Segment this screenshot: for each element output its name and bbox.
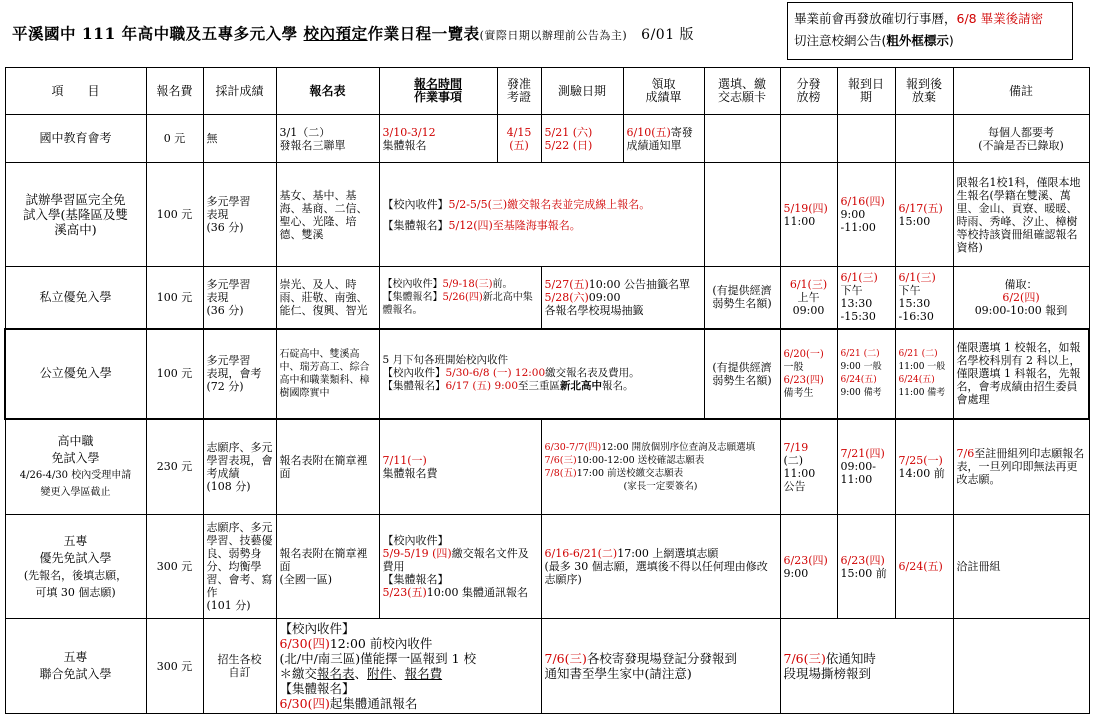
version-date: 6/01 版 — [641, 27, 695, 43]
cell-text: 【集體報名】 — [382, 218, 449, 232]
table-cell — [5, 163, 146, 267]
table-cell: 石碇高中、雙溪高中、瑞芳高工、綜合高中和職業類科、樟樹國際實中 — [276, 329, 379, 419]
table-cell — [5, 619, 146, 714]
table-cell — [497, 115, 541, 163]
header-release — [780, 68, 837, 115]
table-cell — [5, 419, 146, 515]
cell-text: 6/17 (五) 9:00 — [445, 380, 519, 392]
table-cell — [895, 267, 953, 329]
cell-text: 作業日程一覽表 — [367, 24, 480, 43]
cell-text: 起集體通訊報名 — [329, 696, 418, 711]
cell-text: (北/中/南三區)僅能擇一區報到 1 校 — [279, 651, 477, 666]
cell-text: 09:00 — [588, 290, 621, 304]
header-ticket — [497, 68, 541, 115]
cell-text: 7/25(一) — [898, 453, 943, 467]
table-cell — [780, 419, 837, 515]
cell-text: 志願序、多元學習表現，會考成績 — [206, 440, 273, 480]
cell-text: 【校內收件】 — [382, 278, 443, 290]
cell-text: 報名費 — [404, 666, 443, 681]
cell-text: 繳交報名文件及費用 — [382, 547, 529, 573]
cell-text: 放棄 — [911, 90, 936, 104]
table-cell — [541, 419, 780, 515]
header-row — [5, 68, 1089, 115]
table-cell — [379, 419, 541, 515]
cell-text: 10:00-12:00 送校確認志願表 — [576, 454, 705, 466]
cell-text: 15:30 — [898, 297, 931, 311]
cell-text: 6/30(四) — [279, 636, 330, 651]
cell-text: 【集體報名】 — [382, 573, 449, 586]
cell-text: 12:00 開放個別序位查詢及志願選填 — [601, 441, 756, 453]
cell-text — [545, 467, 777, 480]
cell-text: 5/2-5/5(三) — [448, 197, 508, 211]
cell-text: 09:00 — [792, 303, 825, 317]
header-result — [623, 68, 704, 115]
cell-text — [280, 696, 538, 711]
cell-text: 多元學習 — [206, 354, 251, 367]
cell-text — [627, 126, 701, 139]
cell-text: 【校內收件】 — [382, 534, 449, 547]
cell-text: 【校內收件】 — [382, 367, 446, 379]
cell-text: 5/30-6/8 (一) 12:00 — [445, 367, 546, 379]
table-cell: 無 — [203, 115, 276, 163]
cell-text: 7/8(五) — [544, 467, 577, 479]
cell-text: 6/16-6/21(二) — [544, 547, 618, 560]
table-cell — [203, 619, 276, 714]
table-cell — [837, 267, 895, 329]
cell-text: 至註冊組列印志願報名表，一旦列印即無法再更改志願。 — [956, 447, 1085, 487]
cell-text: 發准 — [506, 77, 531, 91]
cell-text: (72 分) — [206, 380, 244, 393]
cell-text: 【集體報名】 — [382, 380, 446, 392]
schedule-table — [4, 67, 1090, 714]
cell-text: 17:00 前送校繳交志願表 — [576, 467, 684, 479]
cell-text: 5 月下旬各班開始校內收件 — [382, 354, 509, 366]
cell-text: 5/27(五) — [544, 277, 589, 291]
table-cell: 私立優免入學 — [5, 267, 146, 329]
cell-text: 平溪國中 111 年高中職及五專多元入學 — [12, 24, 304, 43]
cell-text: (最多 30 個志願，選填後不得以任何理由修改志願序) — [544, 560, 768, 586]
table-cell: 100 元 — [146, 329, 203, 419]
cell-text — [545, 291, 701, 304]
cell-text: 段現場撕榜報到 — [783, 666, 872, 681]
cell-text — [383, 291, 538, 317]
cell-text: 11:00 — [840, 473, 873, 487]
cell-text: 依通知時 — [825, 651, 876, 666]
cell-text: 5/23(五) — [382, 586, 427, 599]
table-cell — [837, 419, 895, 515]
header-form: 報名表 — [276, 68, 379, 115]
table-cell — [541, 267, 704, 329]
cell-text: 新北高中集體報名。 — [382, 291, 533, 316]
cell-text: 報到日 — [847, 77, 884, 91]
cell-text: 09:00- — [840, 460, 876, 474]
table-cell — [379, 329, 704, 419]
title-highlight: 校內預定 — [303, 24, 368, 43]
table-cell — [541, 115, 623, 163]
cell-text: (二) — [783, 453, 804, 467]
table-row — [5, 515, 1089, 619]
cell-text: 7/19 — [783, 440, 809, 454]
cell-text: 各報名學校現場抽籤 — [544, 303, 644, 317]
cell-text: (不論是否已錄取) — [978, 138, 1064, 152]
cell-text: ) — [948, 33, 954, 48]
table-cell — [203, 163, 276, 267]
cell-text: 6/1(三) — [898, 271, 936, 285]
cell-text: 9:00 一般 — [840, 361, 882, 372]
cell-text: 領取 — [651, 77, 676, 91]
table-row — [5, 267, 1089, 329]
cell-text: 表現 — [206, 208, 229, 221]
table-cell — [895, 329, 953, 419]
cell-text: 、 — [354, 666, 368, 681]
cell-text: 11:00 備考 — [898, 387, 946, 398]
cell-text: 6/23(四) — [783, 553, 828, 567]
cell-text — [383, 586, 538, 599]
cell-text — [383, 380, 701, 393]
cell-text: 備取： — [1004, 277, 1038, 291]
cell-text: 表現，會考 — [206, 367, 262, 380]
table-cell: 6/24(五) — [895, 515, 953, 619]
cell-text: -11:00 — [840, 221, 876, 234]
table-cell: 300 元 — [146, 515, 203, 619]
cell-text: 作業事項 — [413, 90, 462, 104]
cell-text: (先報名，後填志願， — [23, 568, 128, 582]
cell-text: 4/26-4/30 校內受理申請 — [19, 469, 132, 481]
cell-text: 畢業前會再發放確切行事曆， — [794, 11, 957, 26]
header-fee: 報名費 — [146, 68, 203, 115]
cell-text: 【校內收件】 — [382, 197, 449, 211]
table-cell — [5, 515, 146, 619]
cell-text: 5/21 (六) — [544, 125, 593, 139]
cell-text: 免試入學 — [51, 450, 100, 465]
table-cell: 限報名1校1科，僅限本地生報名(學籍在雙溪、萬里、金山、貢寮、暖暖、時雨、秀峰、汐止、樟樹等校持該資冊組確認報名資格) — [953, 163, 1089, 267]
cell-text: 10:00 公告抽籤名單 — [588, 277, 690, 291]
table-cell — [953, 267, 1089, 329]
table-cell — [379, 515, 541, 619]
cell-text: 發報名三聯單 — [279, 138, 346, 152]
cell-text: 表現 — [206, 290, 229, 304]
cell-text: 備考生 — [783, 387, 814, 399]
cell-text: 多元學習 — [206, 195, 251, 208]
cell-text: 6/8 畢業後請密 — [956, 11, 1044, 26]
cell-text: 五專 — [63, 650, 88, 664]
header-remarks: 備註 — [953, 68, 1089, 115]
cell-text: 【集體報名】 — [279, 681, 355, 696]
cell-text: -16:30 — [898, 310, 934, 324]
cell-text: 招生各校 — [217, 653, 262, 666]
cell-text: 考證 — [506, 90, 531, 104]
cell-text: 前。 — [492, 278, 513, 290]
cell-text — [784, 651, 950, 666]
table-cell: 0 元 — [146, 115, 203, 163]
cell-text: 可填 30 個志願) — [35, 585, 116, 599]
cell-text: (五) — [509, 138, 529, 152]
cell-text: 6/24(五) — [840, 374, 877, 385]
cell-text: 附件 — [367, 666, 393, 681]
cell-text: 期 — [859, 90, 872, 104]
cell-text: 4/15 — [506, 125, 532, 139]
cell-text — [383, 198, 701, 211]
table-cell: 230 元 — [146, 419, 203, 515]
cell-text: 公告 — [783, 479, 806, 493]
cell-text: 6/30-7/7(四) — [544, 441, 602, 453]
cell-text: 試辦學習區完全免 — [25, 192, 126, 207]
table-row — [5, 419, 1089, 515]
cell-text: 6/16(四) — [840, 195, 885, 208]
cell-text: 12:00 前校內收件 — [329, 636, 433, 651]
table-cell: 100 元 — [146, 163, 203, 267]
cell-text: 6/17(五) — [898, 201, 943, 215]
cell-text: 17:00 上網選填志願 — [617, 547, 719, 560]
cell-text: (36 分) — [206, 221, 244, 234]
table-row — [5, 115, 1089, 163]
header-after — [895, 68, 953, 115]
cell-text: 報名時間 — [413, 77, 462, 91]
table-cell: 100 元 — [146, 267, 203, 329]
cell-text: 優先免試入學 — [39, 550, 112, 565]
cell-text: 5/9-5/19 (四) — [382, 547, 452, 560]
cell-text: -15:30 — [840, 310, 876, 324]
cell-text: 高中職 — [57, 433, 94, 448]
table-cell — [837, 163, 895, 267]
cell-text: 每個人都要考 — [988, 125, 1054, 139]
table-cell — [276, 515, 379, 619]
cell-text: 11:00 一般 — [898, 361, 946, 372]
cell-text: 報名表附在簡章裡面 — [279, 547, 368, 573]
cell-text: 7/6 — [956, 447, 975, 461]
table-cell — [895, 115, 953, 163]
table-cell — [704, 163, 780, 267]
cell-text: ＊繳交 — [279, 666, 318, 681]
table-cell — [837, 515, 895, 619]
table-cell — [276, 115, 379, 163]
cell-text: 6/1(三) — [840, 271, 878, 285]
cell-text: 五專 — [63, 533, 88, 548]
cell-text: 報名表 — [317, 666, 355, 681]
cell-text: 6/23(四) — [783, 374, 824, 386]
cell-text: 5/22 (日) — [544, 138, 593, 152]
cell-text: 交志願卡 — [717, 90, 766, 104]
notice-box: 畢業前會再發放確切行事曆，6/8 畢業後請密 切注意校網公告(粗外框標示) — [787, 2, 1073, 60]
table-cell — [379, 163, 704, 267]
cell-text: 6/2(四) — [1002, 290, 1040, 304]
cell-text — [545, 651, 777, 666]
cell-text — [383, 547, 538, 573]
cell-text: (家長一定要簽名) — [623, 480, 698, 492]
table-cell — [541, 619, 780, 714]
cell-text: 3/1（二） — [279, 125, 331, 139]
table-cell — [837, 115, 895, 163]
table-cell — [276, 619, 541, 714]
cell-text: 9:00 備考 — [840, 387, 882, 398]
cell-text: (108 分) — [206, 479, 251, 493]
page-title — [12, 22, 694, 44]
table-cell — [953, 619, 1089, 714]
cell-text: 15:00 前 — [840, 566, 887, 580]
cell-text: 6/20(一) — [783, 348, 824, 360]
cell-text: 通知書至學生家中(請注意) — [544, 666, 692, 681]
table-cell — [780, 115, 837, 163]
cell-text: 6/1(三) — [789, 277, 828, 291]
cell-text: 6/23(四) — [840, 553, 885, 567]
cell-text: 7/6(三) — [783, 651, 826, 666]
cell-text: 繳交報名表及費用。 — [545, 367, 640, 379]
cell-text: (101 分) — [206, 599, 251, 612]
cell-text — [545, 441, 777, 454]
cell-text: 至三重區 — [518, 380, 561, 392]
table-cell — [895, 419, 953, 515]
cell-text: 【集體報名】 — [382, 291, 443, 303]
table-cell — [895, 163, 953, 267]
table-cell: 公立優免入學 — [5, 329, 146, 419]
table-row — [5, 619, 1089, 714]
cell-text: 至基隆海事報名。 — [492, 218, 581, 232]
table-cell: 300 元 — [146, 619, 203, 714]
cell-text: 多元學習 — [206, 277, 251, 291]
cell-text: 7/21(四) — [840, 447, 885, 461]
cell-text: 報到後 — [905, 77, 942, 91]
table-cell — [203, 329, 276, 419]
cell-text — [784, 374, 834, 400]
cell-text: (全國一區) — [279, 573, 333, 586]
cell-text: 7/11(一) — [382, 453, 427, 467]
table-cell — [203, 515, 276, 619]
table-row — [5, 163, 1089, 267]
table-cell — [780, 329, 837, 419]
cell-text — [280, 636, 538, 651]
table-cell: 僅限選填 1 校報名，如報名學校科別有 2 科以上，僅限選填 1 科報名，先報名，會考成績由招生委員會處理 — [953, 329, 1089, 419]
cell-text: 志願序、多元學習、技藝優良、弱勢身分、均衡學習、會考、寫作 — [206, 521, 273, 599]
cell-text: 各校寄發現場登記分發報到 — [586, 651, 737, 666]
cell-text: 繳交報名表並完成線上報名。 — [507, 197, 651, 211]
cell-text: 成績通知單 — [626, 138, 682, 152]
table-cell — [704, 115, 780, 163]
cell-text: 選填、繳 — [717, 77, 766, 91]
cell-text: 分發 — [796, 77, 821, 91]
cell-text — [280, 666, 538, 681]
cell-text — [784, 348, 834, 374]
cell-text: (36 分) — [206, 303, 244, 317]
cell-text: 試入學(基隆區及雙 — [23, 207, 128, 222]
cell-text — [383, 278, 538, 291]
table-cell — [953, 115, 1089, 163]
cell-text: 5/12(四) — [448, 218, 493, 232]
table-cell — [953, 419, 1089, 515]
cell-text: 報名。 — [602, 380, 634, 392]
cell-text — [545, 547, 777, 560]
cell-text: 5/9-18(三) — [442, 278, 493, 290]
cell-text: 9:00 — [783, 566, 809, 580]
table-cell — [541, 515, 780, 619]
cell-text: 6/30(四) — [279, 696, 330, 711]
cell-text: 、 — [392, 666, 405, 681]
cell-text: 新北高中 — [560, 380, 603, 392]
table-cell — [203, 267, 276, 329]
table-cell — [837, 329, 895, 419]
cell-text — [545, 278, 701, 291]
cell-text: 下午 — [898, 284, 921, 298]
header-choice — [704, 68, 780, 115]
cell-text: 11:00 — [783, 214, 816, 228]
header-item: 項 目 — [5, 68, 146, 115]
cell-text: 一般 — [783, 361, 804, 373]
table-cell: 報名表附在簡章裡面 — [276, 419, 379, 515]
cell-text: 6/10(五) — [626, 125, 671, 139]
cell-text: 集體報名 — [382, 138, 427, 152]
cell-text: 集體報名費 — [382, 466, 438, 480]
cell-text: 3/10-3/12 — [382, 125, 436, 139]
table-cell — [623, 115, 704, 163]
cell-text — [545, 454, 777, 467]
header-score: 採計成績 — [203, 68, 276, 115]
table-cell — [780, 515, 837, 619]
cell-text: 5/26(四) — [442, 291, 483, 303]
cell-text: 6/21 (二) — [840, 348, 880, 359]
cell-text: 成績單 — [645, 90, 682, 104]
cell-text: 下午 — [840, 284, 863, 298]
cell-text: 14:00 前 — [898, 466, 945, 480]
cell-text: 自訂 — [228, 666, 251, 679]
cell-text: 7/6(三) — [544, 651, 587, 666]
cell-text: 寄發 — [670, 125, 693, 139]
table-cell: 崇光、及人、時雨、莊敬、南強、能仁、復興、智光 — [276, 267, 379, 329]
table-cell — [780, 619, 953, 714]
table-cell: (有提供經濟弱勢生名額) — [704, 329, 780, 419]
cell-text: 09:00-10:00 報到 — [974, 303, 1068, 317]
table-cell: 洽註冊組 — [953, 515, 1089, 619]
table-cell: 國中教育會考 — [5, 115, 146, 163]
cell-text — [383, 219, 701, 232]
cell-text: 6/24(五) — [898, 374, 935, 385]
cell-text: 13:30 — [840, 297, 873, 311]
cell-text: 6/21 (二) — [898, 348, 938, 359]
table-cell — [379, 267, 541, 329]
table-cell: 基女、基中、基海、基商、二信、聖心、光隆、培德、雙溪 — [276, 163, 379, 267]
cell-text: 變更入學區截止 — [40, 486, 111, 498]
cell-text: 11:00 — [783, 466, 816, 480]
cell-text — [383, 367, 701, 380]
table-cell: (有提供經濟弱勢生名額) — [704, 267, 780, 329]
table-cell — [379, 115, 497, 163]
table-cell — [780, 267, 837, 329]
cell-text: 【校內收件】 — [279, 621, 355, 636]
cell-text: 切注意校網公告( — [794, 33, 887, 48]
cell-text: 上午 — [797, 290, 820, 304]
cell-text: 5/28(六) — [544, 290, 589, 304]
cell-text: 15:00 — [898, 214, 931, 228]
table-cell — [780, 163, 837, 267]
cell-text: 5/19(四) — [783, 201, 828, 215]
table-row — [5, 329, 1089, 419]
header-time — [379, 68, 497, 115]
header-report — [837, 68, 895, 115]
cell-text: 放榜 — [796, 90, 821, 104]
cell-text: 9:00 — [840, 208, 866, 221]
cell-text: 10:00 集體通訊報名 — [426, 586, 528, 599]
title-note: (實際日期以辦理前公告為主) — [479, 29, 628, 42]
header-exam: 測驗日期 — [541, 68, 623, 115]
cell-text: 溪高中) — [54, 222, 97, 237]
table-cell — [203, 419, 276, 515]
cell-text: 聯合免試入學 — [39, 667, 112, 681]
cell-text: 7/6(三) — [544, 454, 577, 466]
